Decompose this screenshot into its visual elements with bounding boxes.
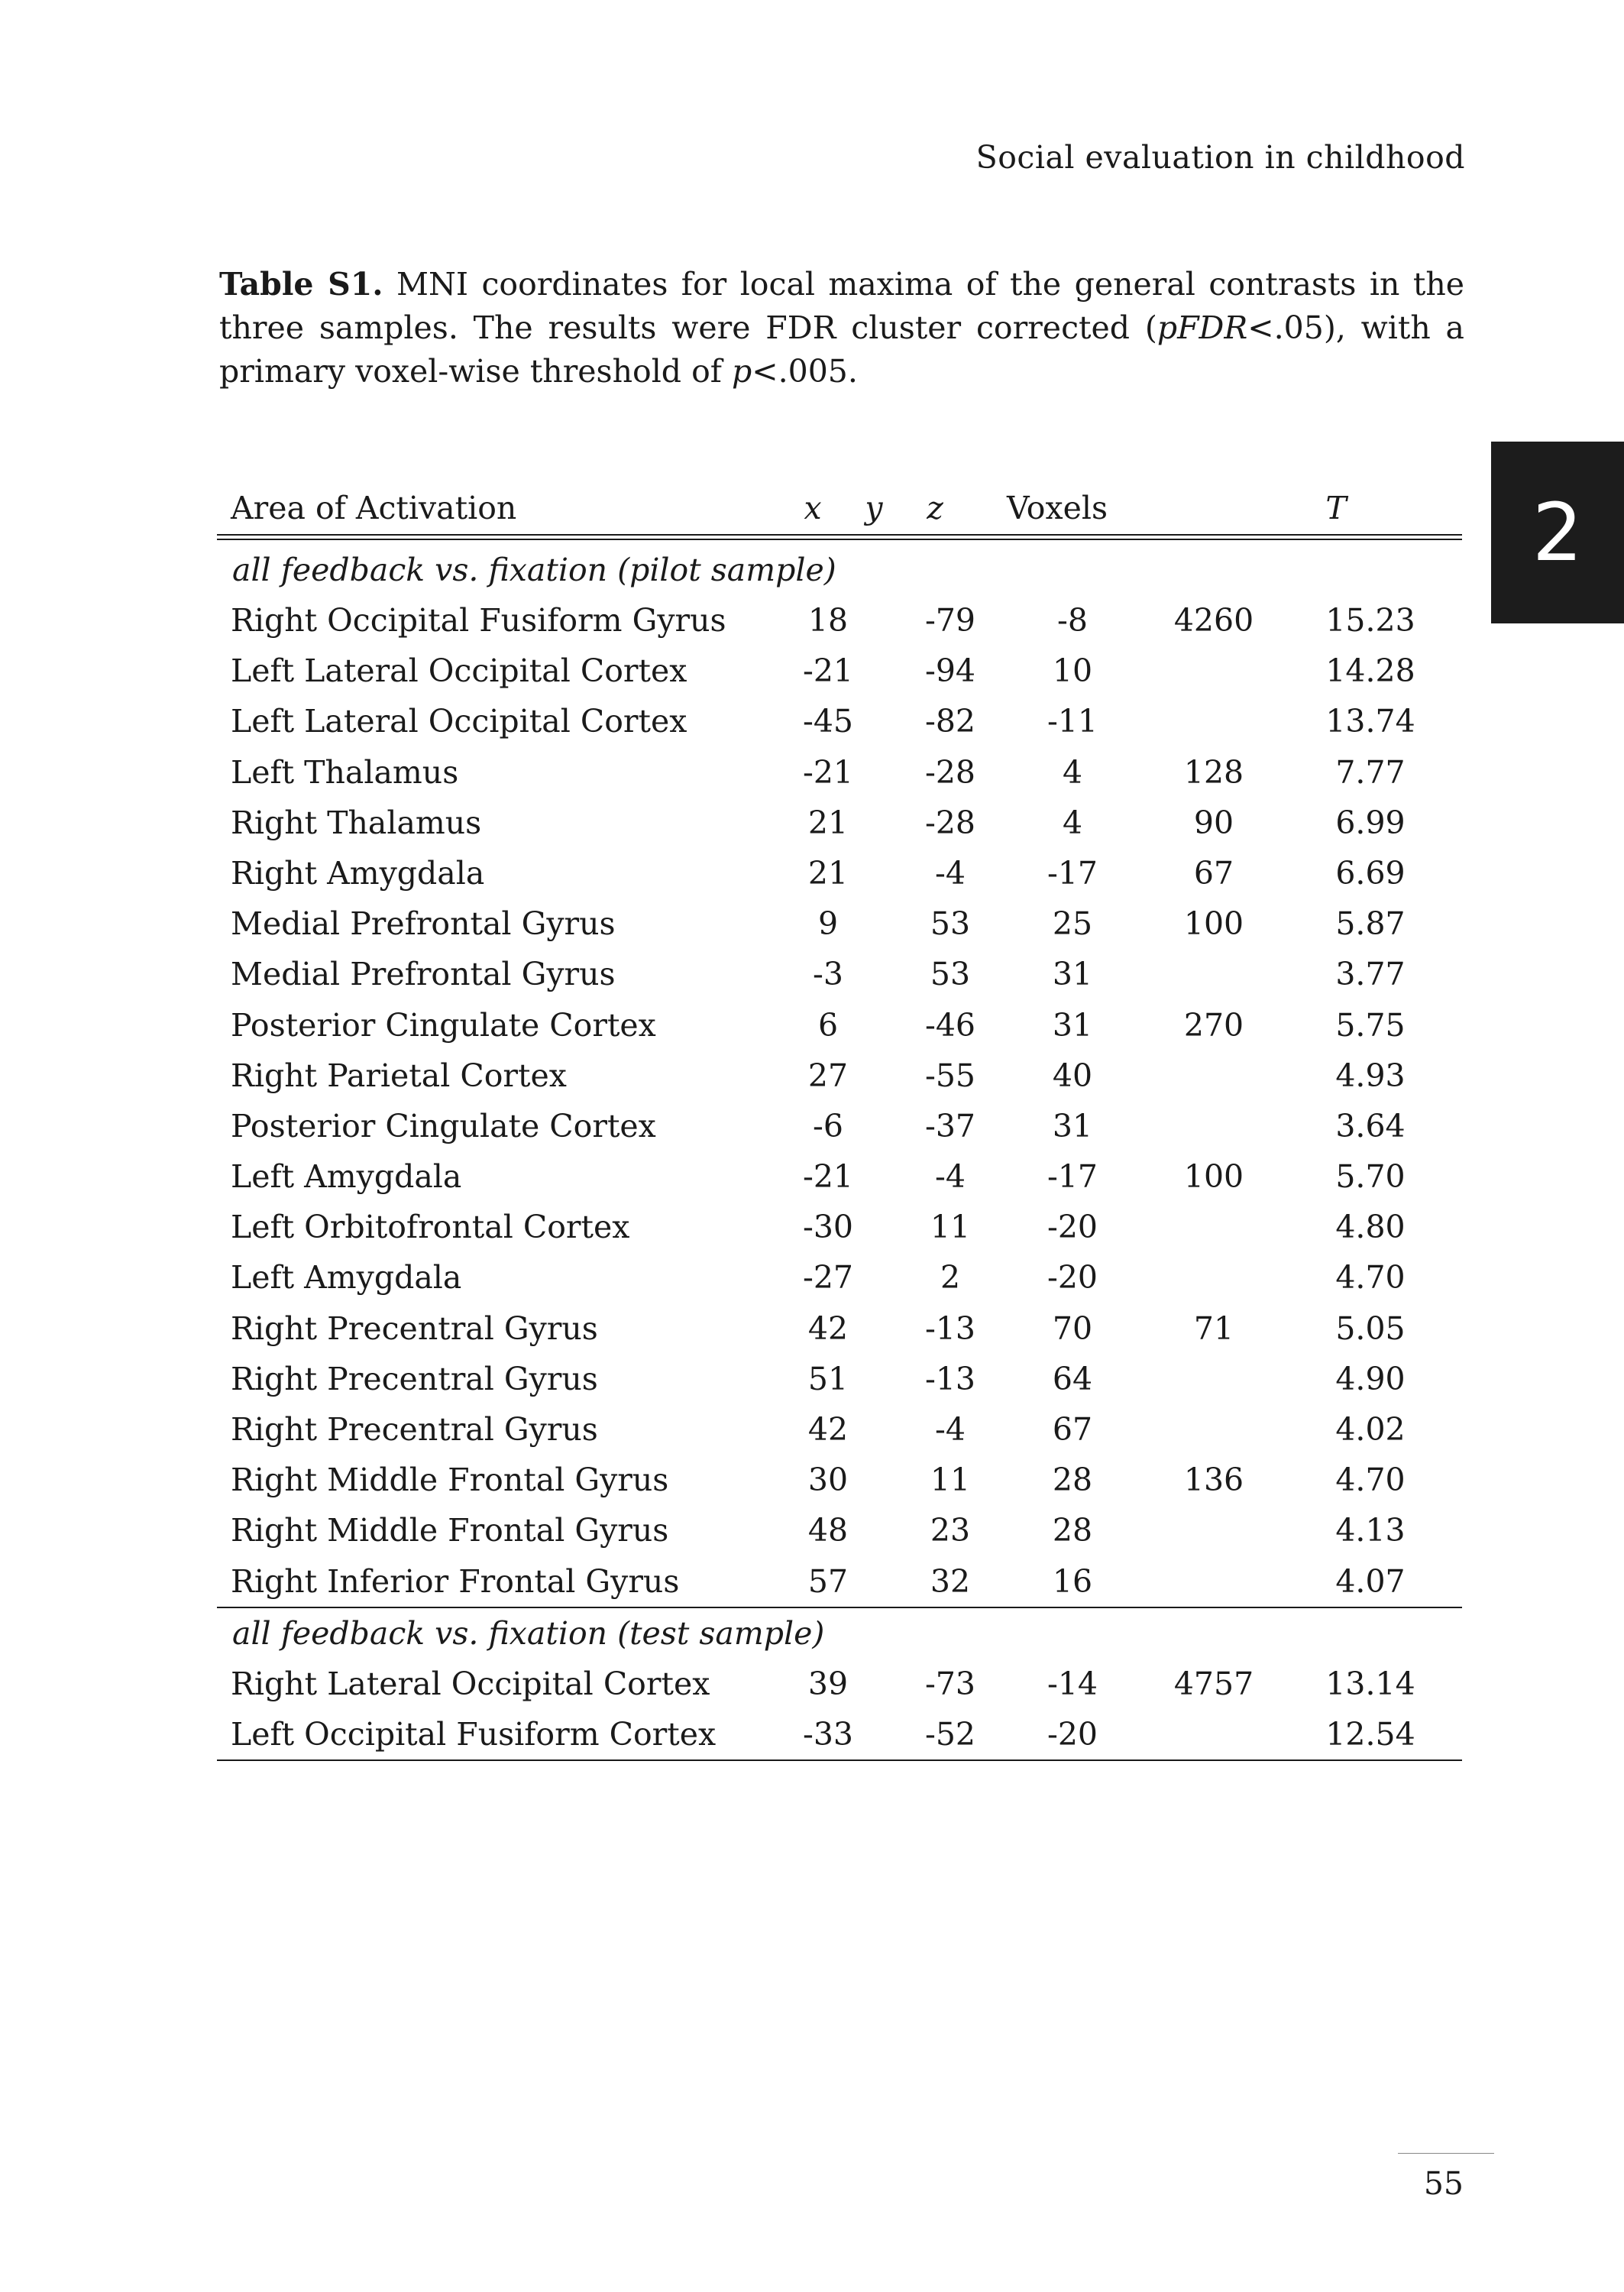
cell-z: 16 (1052, 1562, 1093, 1600)
table-row (217, 1354, 1462, 1404)
cell-x: 42 (807, 1411, 849, 1448)
table-row (217, 595, 1462, 646)
cell-z: 40 (1052, 1057, 1093, 1094)
cell-area: Medial Prefrontal Gyrus (231, 905, 616, 943)
cell-x: -27 (802, 1259, 854, 1297)
cell-area: Right Precentral Gyrus (231, 1360, 598, 1397)
cell-voxels: 100 (1183, 905, 1244, 943)
cell-y: 23 (930, 1512, 971, 1549)
table-row (217, 696, 1462, 746)
table-row (217, 1659, 1462, 1709)
cell-x: -30 (802, 1209, 854, 1246)
cell-voxels: 90 (1193, 804, 1234, 841)
table-row (217, 1151, 1462, 1202)
cell-z: 31 (1052, 956, 1093, 993)
cell-voxels: 270 (1183, 1006, 1244, 1044)
caption-italic-2: p (731, 353, 752, 390)
cell-x: -6 (813, 1107, 843, 1144)
header-voxels: Voxels (1006, 490, 1108, 526)
cell-t: 15.23 (1325, 602, 1415, 639)
table-row (217, 1505, 1462, 1556)
cell-t: 3.64 (1335, 1107, 1406, 1144)
cell-z: -17 (1047, 1158, 1098, 1196)
cell-y: -94 (924, 652, 976, 690)
results-table (217, 487, 1462, 1761)
cell-area: Right Lateral Occipital Cortex (231, 1665, 710, 1702)
cell-z: 10 (1052, 652, 1093, 690)
cell-area: Right Inferior Frontal Gyrus (231, 1562, 680, 1600)
section-title: all feedback vs. fixation (pilot sample) (232, 552, 836, 588)
cell-area: Left Occipital Fusiform Cortex (231, 1715, 717, 1753)
cell-y: -28 (924, 804, 976, 841)
table-row (217, 798, 1462, 848)
cell-area: Left Lateral Occipital Cortex (231, 703, 687, 740)
cell-y: -79 (924, 602, 976, 639)
table-caption (219, 263, 1464, 393)
cell-x: -3 (813, 956, 843, 993)
cell-z: -14 (1047, 1665, 1098, 1702)
cell-x: 21 (807, 854, 849, 892)
cell-z: 4 (1062, 804, 1083, 841)
cell-x: 30 (807, 1462, 849, 1499)
cell-t: 6.99 (1335, 804, 1406, 841)
caption-text-2: <.05), with a primary voxel-wise threshold of (219, 309, 1465, 390)
cell-y: -52 (924, 1715, 976, 1753)
cell-y: -4 (935, 1158, 966, 1196)
cell-x: 42 (807, 1309, 849, 1347)
cell-x: 57 (807, 1562, 849, 1600)
table-row (217, 1000, 1462, 1050)
cell-x: 6 (817, 1006, 839, 1044)
cell-t: 4.80 (1335, 1209, 1406, 1246)
cell-voxels: 4757 (1173, 1665, 1254, 1702)
cell-t: 4.93 (1335, 1057, 1406, 1094)
cell-x: 18 (807, 602, 849, 639)
cell-area: Right Thalamus (231, 804, 482, 841)
cell-voxels: 67 (1193, 854, 1234, 892)
cell-z: 31 (1052, 1107, 1093, 1144)
table-row (217, 1455, 1462, 1505)
cell-t: 4.07 (1335, 1562, 1406, 1600)
cell-z: -8 (1057, 602, 1088, 639)
cell-z: 25 (1052, 905, 1093, 943)
cell-y: -37 (924, 1107, 976, 1144)
cell-t: 4.13 (1335, 1512, 1406, 1549)
page-number: 55 (1423, 2165, 1464, 2202)
cell-t: 4.70 (1335, 1462, 1406, 1499)
caption-text-3: <.005. (752, 353, 858, 390)
header-x: x (804, 490, 822, 526)
cell-voxels: 136 (1183, 1462, 1244, 1499)
cell-t: 4.02 (1335, 1411, 1406, 1448)
table-row (217, 1050, 1462, 1101)
cell-area: Posterior Cingulate Cortex (231, 1006, 656, 1044)
cell-area: Left Orbitofrontal Cortex (231, 1209, 630, 1246)
cell-x: -33 (802, 1715, 854, 1753)
cell-x: 27 (807, 1057, 849, 1094)
cell-area: Medial Prefrontal Gyrus (231, 956, 616, 993)
table-row (217, 1101, 1462, 1151)
cell-voxels: 128 (1183, 753, 1244, 791)
cell-z: -20 (1047, 1715, 1098, 1753)
cell-y: 11 (930, 1209, 971, 1246)
cell-y: -82 (924, 703, 976, 740)
cell-x: -45 (802, 703, 854, 740)
cell-y: 32 (930, 1562, 971, 1600)
cell-area: Left Amygdala (231, 1158, 462, 1196)
cell-t: 7.77 (1335, 753, 1406, 791)
table-row (217, 1303, 1462, 1354)
cell-y: -46 (924, 1006, 976, 1044)
cell-x: 9 (817, 905, 839, 943)
cell-y: -13 (924, 1309, 976, 1347)
cell-area: Left Thalamus (231, 753, 459, 791)
table-header (217, 487, 1462, 534)
table-row (217, 949, 1462, 999)
cell-t: 12.54 (1325, 1715, 1415, 1753)
cell-area: Right Precentral Gyrus (231, 1411, 598, 1448)
cell-z: 28 (1052, 1462, 1093, 1499)
cell-area: Right Middle Frontal Gyrus (231, 1512, 669, 1549)
table-row (217, 1709, 1462, 1759)
cell-area: Right Precentral Gyrus (231, 1309, 598, 1347)
cell-voxels: 4260 (1173, 602, 1254, 639)
cell-voxels: 71 (1193, 1309, 1234, 1347)
caption-italic-1: pFDR (1157, 309, 1248, 346)
header-double-rule (217, 534, 1462, 540)
table-row (217, 1404, 1462, 1455)
table-row (217, 898, 1462, 949)
cell-t: 13.74 (1325, 703, 1415, 740)
cell-t: 4.90 (1335, 1360, 1406, 1397)
cell-t: 5.05 (1335, 1309, 1406, 1347)
cell-z: 28 (1052, 1512, 1093, 1549)
cell-y: 11 (930, 1462, 971, 1499)
cell-x: -21 (802, 1158, 854, 1196)
chapter-tab: 2 (1491, 442, 1624, 623)
table-row (217, 1202, 1462, 1252)
cell-z: 67 (1052, 1411, 1093, 1448)
caption-label: Table S1. (219, 266, 383, 303)
cell-y: -4 (935, 854, 966, 892)
cell-y: 2 (940, 1259, 961, 1297)
running-head: Social evaluation in childhood (975, 139, 1465, 176)
cell-t: 13.14 (1325, 1665, 1415, 1702)
cell-x: 39 (807, 1665, 849, 1702)
cell-y: 53 (930, 956, 971, 993)
cell-y: -28 (924, 753, 976, 791)
cell-z: 70 (1052, 1309, 1093, 1347)
cell-t: 5.75 (1335, 1006, 1406, 1044)
cell-t: 5.70 (1335, 1158, 1406, 1196)
cell-t: 6.69 (1335, 854, 1406, 892)
section-title: all feedback vs. fixation (test sample) (232, 1614, 825, 1652)
cell-z: -11 (1047, 703, 1098, 740)
table-body (217, 545, 1462, 1761)
cell-t: 14.28 (1325, 652, 1415, 690)
cell-z: -17 (1047, 854, 1098, 892)
section-rule (217, 1759, 1462, 1761)
cell-area: Right Amygdala (231, 854, 485, 892)
cell-x: -21 (802, 652, 854, 690)
cell-x: 51 (807, 1360, 849, 1397)
cell-y: -73 (924, 1665, 976, 1702)
cell-area: Right Middle Frontal Gyrus (231, 1462, 669, 1499)
cell-area: Right Parietal Cortex (231, 1057, 567, 1094)
cell-y: -4 (935, 1411, 966, 1448)
table-row (217, 747, 1462, 798)
cell-z: 31 (1052, 1006, 1093, 1044)
table-row (217, 646, 1462, 696)
cell-z: 4 (1062, 753, 1083, 791)
cell-area: Posterior Cingulate Cortex (231, 1107, 656, 1144)
header-t: T (1325, 490, 1347, 526)
cell-z: -20 (1047, 1209, 1098, 1246)
cell-x: 21 (807, 804, 849, 841)
cell-t: 3.77 (1335, 956, 1406, 993)
caption-text-1: MNI coordinates for local maxima of the general contrasts in the three samples. The results were FDR cluster corrected ( (219, 266, 1464, 346)
header-area: Area of Activation (231, 490, 517, 526)
cell-t: 5.87 (1335, 905, 1406, 943)
cell-x: -21 (802, 753, 854, 791)
cell-area: Right Occipital Fusiform Gyrus (231, 602, 726, 639)
header-z: z (927, 490, 943, 526)
cell-y: -55 (924, 1057, 976, 1094)
page-number-rule (1398, 2153, 1494, 2154)
cell-t: 4.70 (1335, 1259, 1406, 1297)
cell-voxels: 100 (1183, 1158, 1244, 1196)
table-row (217, 1556, 1462, 1607)
cell-x: 48 (807, 1512, 849, 1549)
cell-area: Left Lateral Occipital Cortex (231, 652, 687, 690)
cell-z: -20 (1047, 1259, 1098, 1297)
cell-y: 53 (930, 905, 971, 943)
cell-area: Left Amygdala (231, 1259, 462, 1297)
header-y: y (865, 490, 883, 526)
cell-z: 64 (1052, 1360, 1093, 1397)
cell-y: -13 (924, 1360, 976, 1397)
table-row (217, 1252, 1462, 1303)
table-row (217, 848, 1462, 898)
